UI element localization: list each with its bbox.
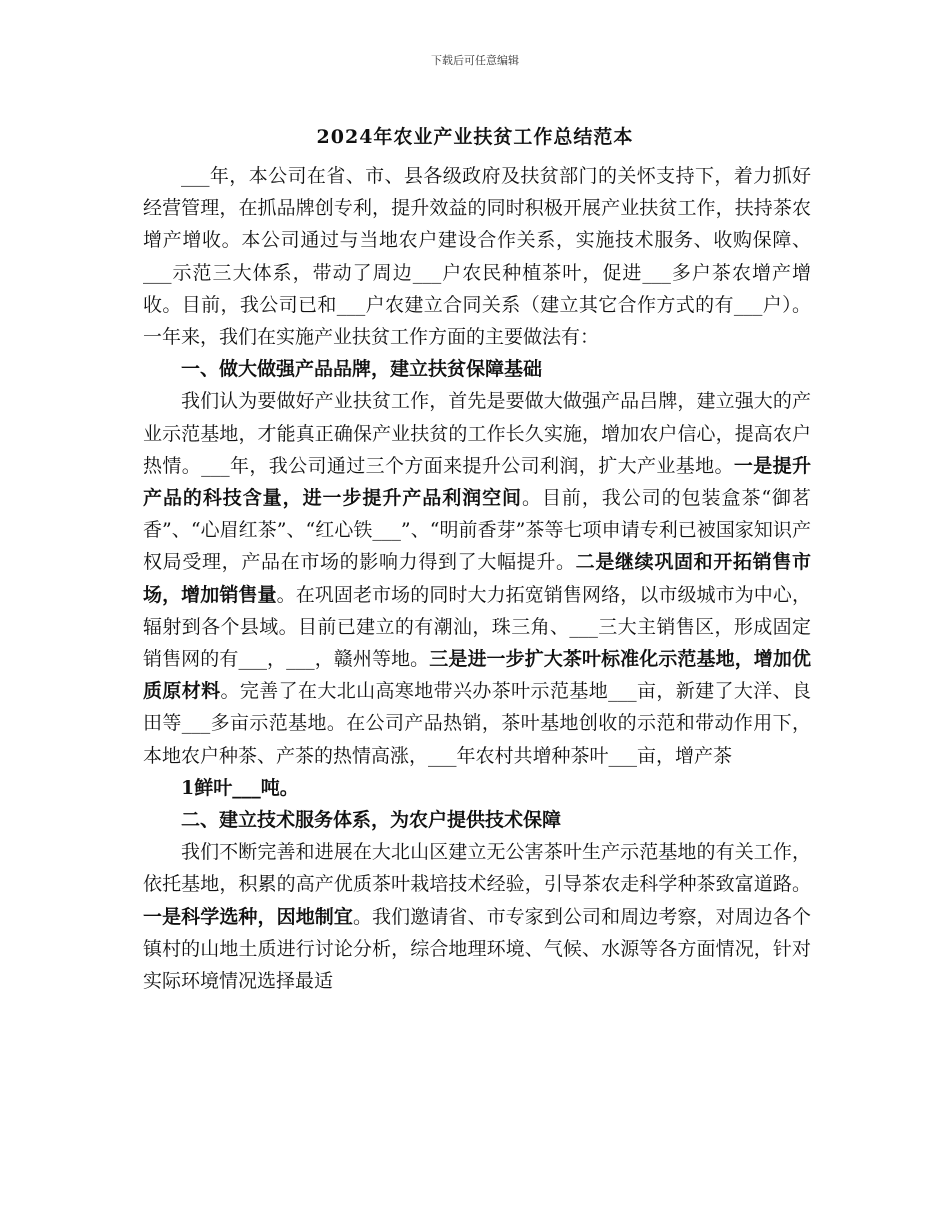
text-run: 。在巩固老市场的同时大力拓宽销售网络，以市级城市为中心，辐射到各个县域。目前已建立的有潮汕，珠三角、___三大主销售区，形成固定销售网的有___，___，赣州等地。: [143, 583, 811, 671]
text-run: 一、做大做强产品品牌，建立扶贫保障基础: [181, 358, 543, 381]
page-header-note: 下载后可任意编辑: [431, 54, 519, 67]
text-run: 二、建立技术服务体系，为农户提供技术保障: [181, 809, 562, 832]
bold-phrase: 三是进一步扩大茶叶标准化示范基地，增加优质原材料: [143, 648, 811, 703]
section-heading: [143, 353, 811, 385]
text-run: 我们认为要做好产业扶贫工作，首先是要做大做强产品吕牌，建立强大的产业示范基地，才能真正确保产业扶贫的工作长久实施，增加农户信心，提高农户热情。___年，我公司通过三个方面来提升公司利润，扩大产业基地。: [143, 390, 811, 477]
body-paragraph: [143, 836, 811, 997]
text-run: 。我们邀请省、市专家到公司和周边考察，对周边各个镇村的山地土质进行讨论分析，综合地理环境、气候、水源等各方面情况，针对实际环境情况选择最适: [143, 905, 811, 993]
bold-phrase: 一是科学选种，因地制宜: [143, 905, 353, 928]
bold-phrase: 二是继续巩固和开拓销售市场，增加销售量: [143, 551, 811, 606]
body-paragraph: [143, 385, 811, 771]
text-run: ___年，本公司在省、市、县各级政府及扶贫部门的关怀支持下，着力抓好经营管理，在抓品牌创专利，提升效益的同时积极开展产业扶贫工作，扶持茶农增产增收。本公司通过与当地农户建设合作关系，实施技术服务、收购保障、___示范三大体系，带动了周边___户农民种植茶叶，促进___多户茶农增产增收。目前，我公司已和___户农建立合同关系（建立其它合作方式的有___户）。一年来，我们在实施产业扶贫工作方面的主要做法有：: [143, 165, 811, 349]
text-run: 我们不断完善和进展在大北山区建立无公害茶叶生产示范基地的有关工作，依托基地，积累的高产优质茶叶栽培技术经验，引导茶农走科学种茶致富道路。: [143, 841, 811, 896]
text-run: 。完善了在大北山高寒地带兴办茶叶示范基地___亩，新建了大洋、良田等___多亩示范基地。在公司产品热销，茶叶基地创收的示范和带动作用下，本地农户种茶、产茶的热情高涨，___年农村共增种茶叶___亩，增产茶: [143, 680, 811, 767]
document-title: 2024年农业产业扶贫工作总结范本: [316, 126, 634, 148]
text-run: 1鲜叶___吨。: [181, 776, 299, 799]
text-run: 。目前，我公司的包装盒茶“御茗香”、“心眉红茶”、“红心铁___”、“明前香芽”茶等七项申请专利已被国家知识产权局受理，产品在市场的影响力得到了大幅提升。: [143, 487, 811, 574]
section-heading: [143, 804, 811, 836]
document-body: [143, 160, 811, 997]
body-paragraph: [143, 160, 811, 353]
section-heading: [143, 772, 811, 804]
bold-phrase: 一是提升产品的科技含量，进一步提升产品利润空间: [143, 454, 811, 510]
